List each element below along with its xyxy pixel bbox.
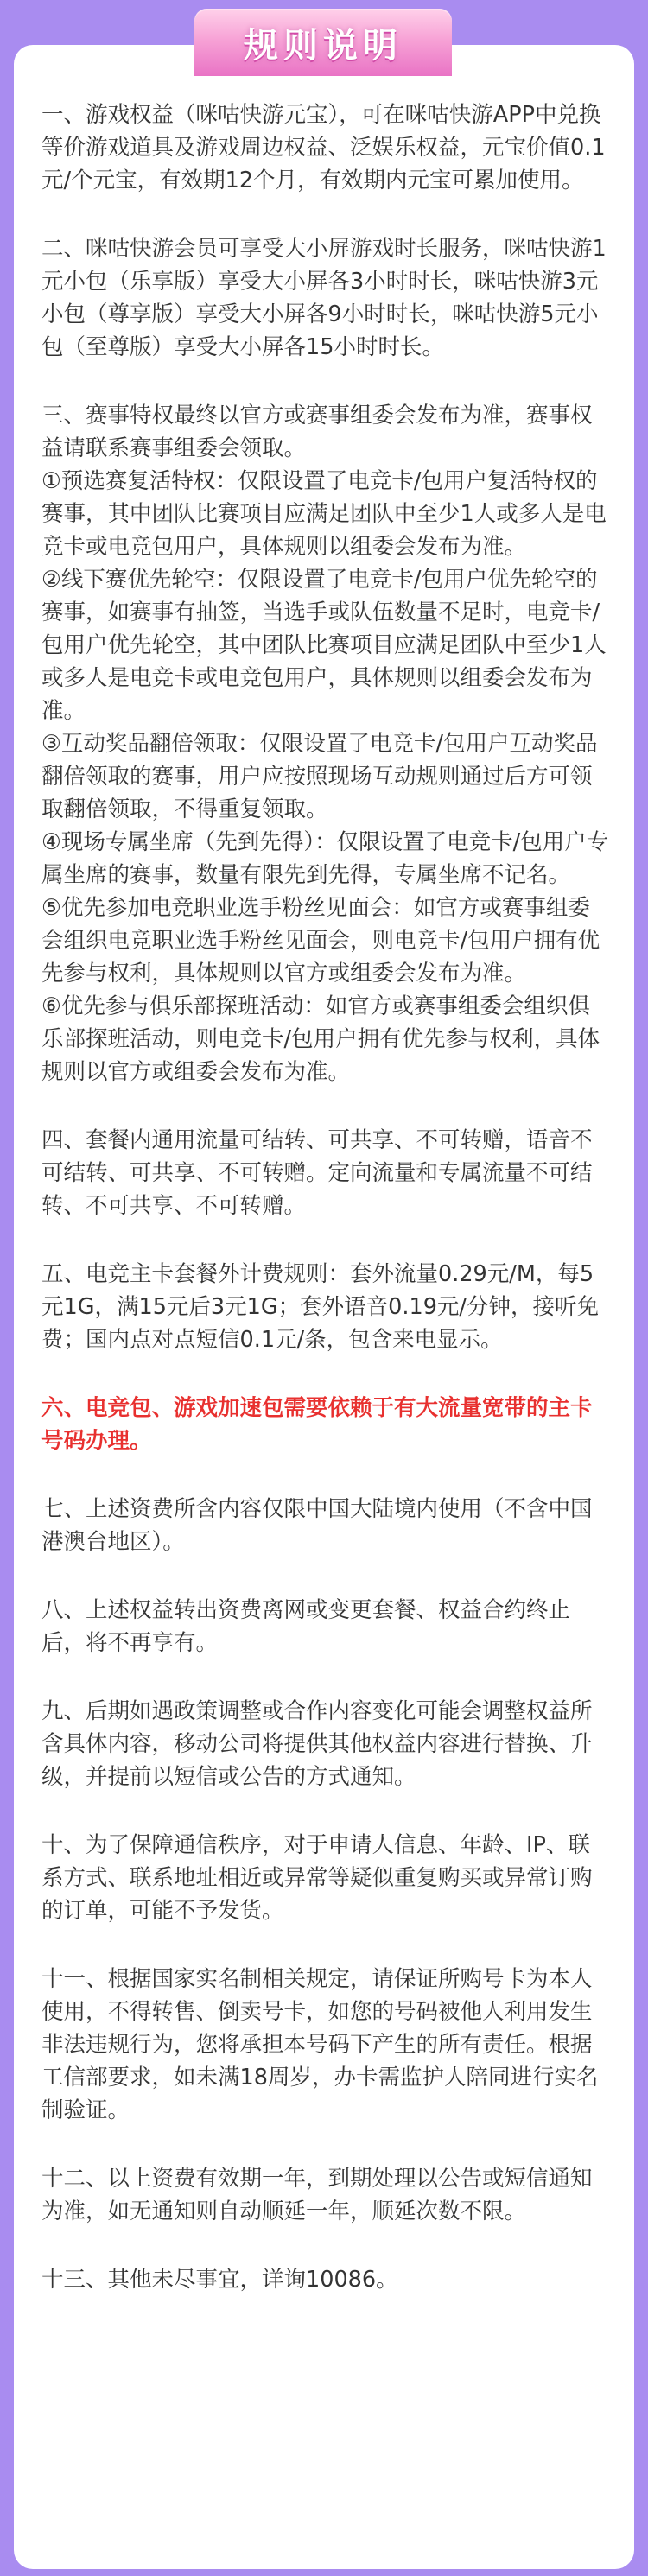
term-3-item-3: ③互动奖品翻倍领取：仅限设置了电竞卡/包用户互动奖品翻倍领取的赛事，用户应按照现场互动规则通过后方可领取翻倍领取，不得重复领取。 bbox=[41, 731, 598, 822]
term-3-item-1: ①预选赛复活特权：仅限设置了电竞卡/包用户复活特权的赛事，其中团队比赛项目应满足团队中至少1人或多人是电竞卡或电竞包用户，具体规则以组委会发布为准。 bbox=[41, 468, 607, 560]
term-9-text: 九、后期如遇政策调整或合作内容变化可能会调整权益所含具体内容，移动公司将提供其他权益内容进行替换、升级，并提前以短信或公告的方式通知。 bbox=[41, 1698, 593, 1790]
term-4-text: 四、套餐内通用流量可结转、可共享、不可转赠，语音不可结转、可共享、不可转赠。定向流量和专属流量不可结转、不可共享、不可转赠。 bbox=[41, 1127, 593, 1219]
term-13-text: 十三、其他未尽事宜，详询10086。 bbox=[41, 2267, 398, 2293]
term-4 bbox=[41, 1124, 610, 1222]
term-2-text: 二、咪咕快游会员可享受大小屏游戏时长服务，咪咕快游1元小包（乐享版）享受大小屏各3小时时长，咪咕快游3元小包（尊享版）享受大小屏各9小时时长，咪咕快游5元小包（至尊版）享受大小屏各15小时时长。 bbox=[41, 236, 607, 360]
term-3-text: 三、赛事特权最终以官方或赛事组委会发布为准，赛事权益请联系赛事组委会领取。 bbox=[41, 403, 593, 461]
page-title: 规则说明 bbox=[244, 25, 403, 66]
term-5-text: 五、电竞主卡套餐外计费规则：套外流量0.29元/M，每5元1G，满15元后3元1G；套外语音0.19元/分钟，接听免费；国内点对点短信0.1元/条，包含来电显示。 bbox=[41, 1261, 600, 1353]
term-7-text: 七、上述资费所含内容仅限中国大陆境内使用（不含中国港澳台地区）。 bbox=[41, 1496, 593, 1555]
term-3-item-6: ⑥优先参与俱乐部探班活动：如官方或赛事组委会组织俱乐部探班活动，则电竞卡/包用户拥有优先参与权利，具体规则以官方或组委会发布为准。 bbox=[41, 993, 600, 1085]
term-2 bbox=[41, 232, 610, 364]
title-banner bbox=[194, 9, 452, 76]
term-1-text: 一、游戏权益（咪咕快游元宝），可在咪咕快游APP中兑换等价游戏道具及游戏周边权益、泛娱乐权益，元宝价值0.1元/个元宝，有效期12个月，有效期内元宝可累加使用。 bbox=[41, 102, 606, 194]
term-9 bbox=[41, 1695, 610, 1793]
term-12 bbox=[41, 2162, 610, 2228]
term-6-text: 六、电竞包、游戏加速包需要依赖于有大流量宽带的主卡号码办理。 bbox=[41, 1395, 593, 1454]
term-3 bbox=[41, 399, 610, 1088]
term-10 bbox=[41, 1829, 610, 1927]
term-10-text: 十、为了保障通信秩序，对于申请人信息、年龄、IP、联系方式、联系地址相近或异常等疑似重复购买或异常订购的订单，可能不予发货。 bbox=[41, 1832, 593, 1924]
term-6-highlight bbox=[41, 1392, 610, 1457]
terms-list bbox=[41, 98, 610, 2296]
term-11 bbox=[41, 1963, 610, 2127]
term-13 bbox=[41, 2263, 610, 2296]
term-1 bbox=[41, 98, 610, 197]
term-8 bbox=[41, 1594, 610, 1659]
term-7 bbox=[41, 1493, 610, 1558]
term-3-item-2: ②线下赛优先轮空：仅限设置了电竞卡/包用户优先轮空的赛事，如赛事有抽签，当选手或队伍数量不足时，电竞卡/包用户优先轮空，其中团队比赛项目应满足团队中至少1人或多人是电竞卡或电竞包用户，具体规则以组委会发布为准。 bbox=[41, 567, 607, 724]
term-8-text: 八、上述权益转出资费离网或变更套餐、权益合约终止后，将不再享有。 bbox=[41, 1597, 571, 1656]
term-3-item-4: ④现场专属坐席（先到先得）：仅限设置了电竞卡/包用户专属坐席的赛事，数量有限先到先得，专属坐席不记名。 bbox=[41, 829, 609, 888]
term-5 bbox=[41, 1258, 610, 1356]
term-12-text: 十二、以上资费有效期一年，到期处理以公告或短信通知为准，如无通知则自动顺延一年，顺延次数不限。 bbox=[41, 2166, 593, 2224]
rules-card bbox=[14, 45, 634, 2569]
term-3-item-5: ⑤优先参加电竞职业选手粉丝见面会：如官方或赛事组委会组织电竞职业选手粉丝见面会，则电竞卡/包用户拥有优先参与权利，具体规则以官方或组委会发布为准。 bbox=[41, 895, 600, 987]
term-11-text: 十一、根据国家实名制相关规定，请保证所购号卡为本人使用，不得转售、倒卖号卡，如您的号码被他人利用发生非法违规行为，您将承担本号码下产生的所有责任。根据工信部要求，如未满18周岁，办卡需监护人陪同进行实名制验证。 bbox=[41, 1966, 599, 2123]
